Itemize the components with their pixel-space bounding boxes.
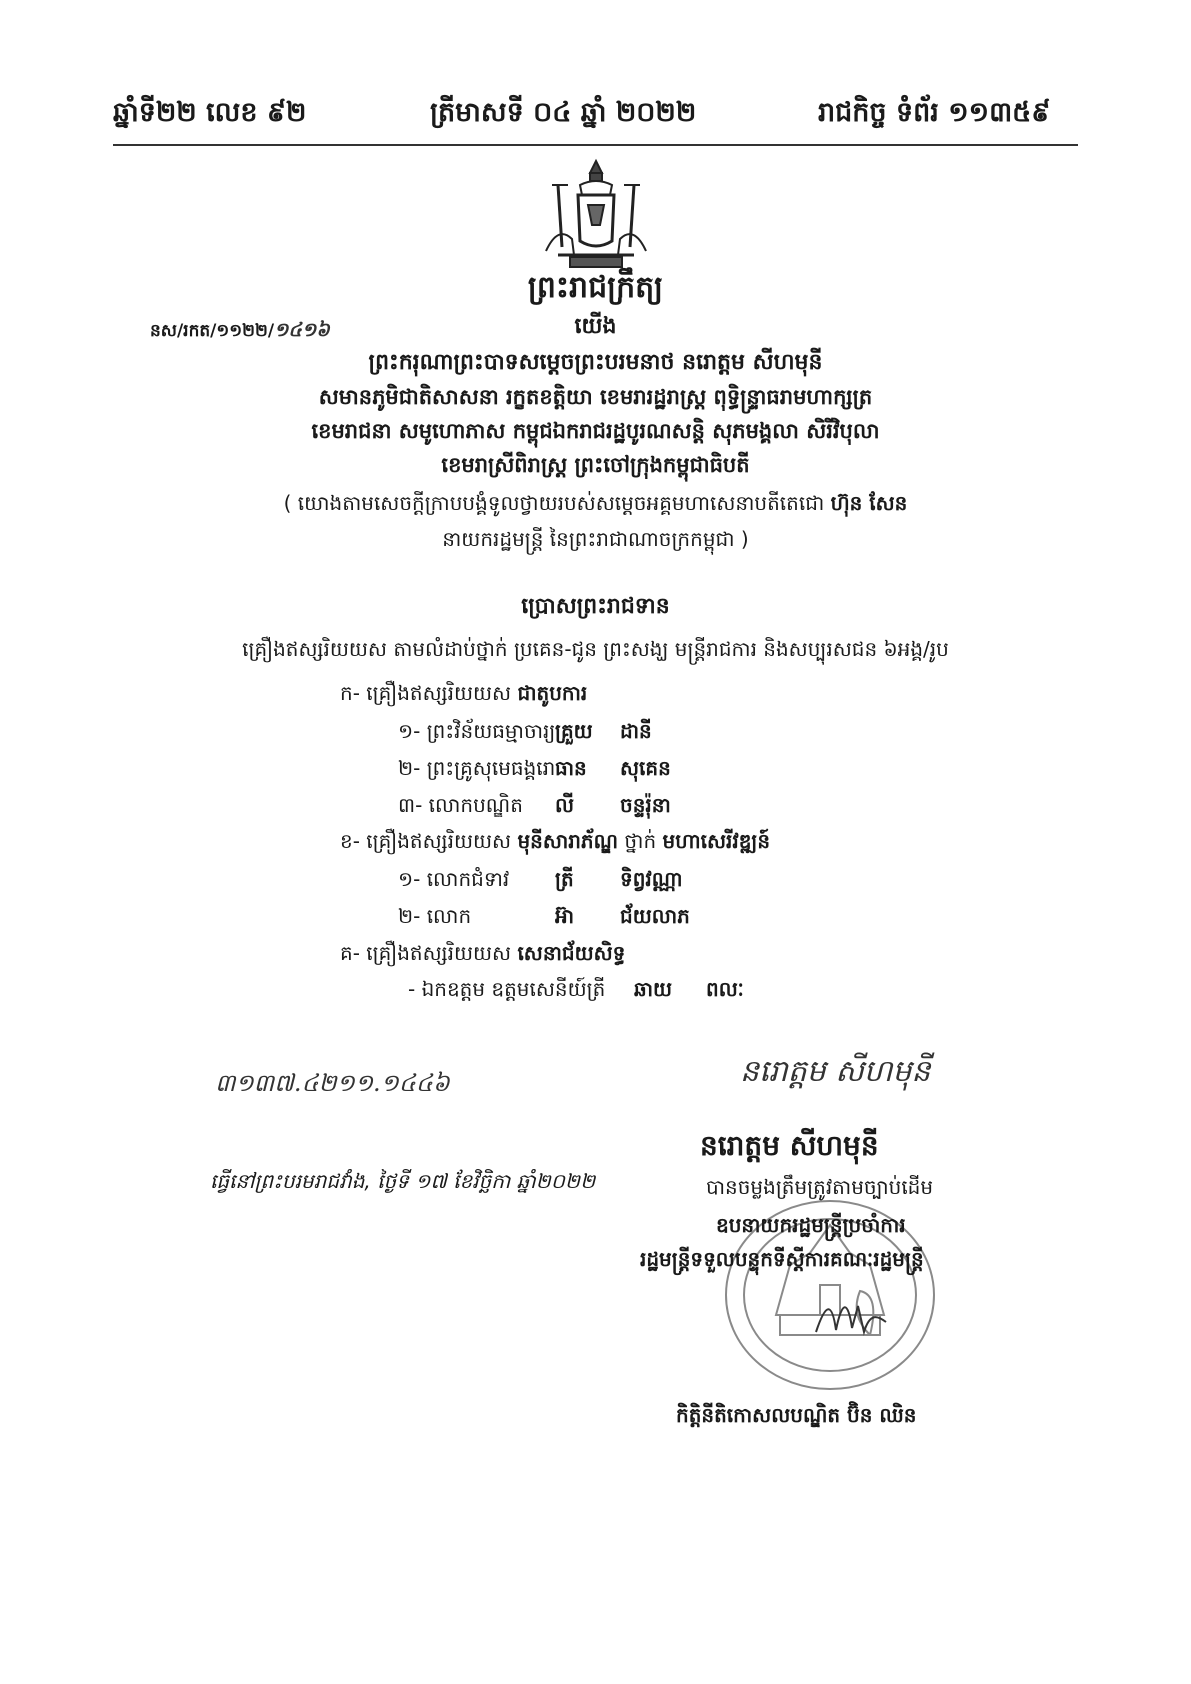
group-b-prefix: ខ- គ្រឿងឥស្សរិយយស <box>340 829 512 853</box>
group-c-prefix: គ- គ្រឿងឥស្សរិយយស <box>340 941 512 965</box>
royal-coat-of-arms-icon <box>528 155 664 271</box>
group-b-heading <box>340 828 770 858</box>
group-c-member-1-given: ពលៈ <box>706 977 744 1001</box>
group-c-member-1 <box>408 976 605 1006</box>
basis-text: ( យោងតាមសេចក្តីក្រាបបង្គំទូលថ្វាយរបស់សម្តេចអគ្គមហាសេនាបតីតេជោ <box>283 491 825 515</box>
minister-signature-icon <box>812 1292 892 1351</box>
group-a-member-1-given: ដានី <box>620 719 652 743</box>
group-b-member-1-given: ទិព្វវណ្ណា <box>620 867 683 891</box>
group-b-member-2 <box>398 903 471 933</box>
group-a-heading <box>340 680 587 710</box>
group-c-heading <box>340 940 625 970</box>
group-b-member-1-surname: ត្រី <box>555 867 574 891</box>
date-line: ធ្វើនៅព្រះបរមរាជវាំង, ថ្ងៃទី ១៧ ខែវិច្ឆិកា ឆ្នាំ២០២២ <box>210 1169 596 1193</box>
gazette-quarter: ត្រីមាសទី ០៤ ឆ្នាំ ២០២២ <box>430 97 697 128</box>
intro-line: គ្រឿងឥស្សរិយយស តាមលំដាប់ថ្នាក់ ប្រគេន-ជូន ព្រះសង្ឃ មន្ត្រីរាជការ និងសប្បុរសជន ៦អង្គ/រូប <box>242 637 949 661</box>
group-c-name: សេនាជ័យសិទ្ធ <box>517 941 626 965</box>
group-a-prefix: ក- គ្រឿងឥស្សរិយយស <box>340 681 512 705</box>
reference-handwritten: ១៤១៦ <box>274 319 330 341</box>
countersign-office: រដ្ឋមន្ត្រីទទួលបន្ទុកទីស្តីការគណៈរដ្ឋមន្ត្រី <box>640 1247 924 1271</box>
reference-prefix: នស/រកត/១១២២/ <box>150 321 275 341</box>
king-line-4: ខេមរាស្រីពិរាស្ត្រ ព្រះចៅក្រុងកម្ពុជាធិបតី <box>441 453 750 477</box>
king-name: នរោត្តម សីហមុនី <box>700 1129 879 1162</box>
member-title: ១- ព្រះវិន័យធម្មាចារ្យ <box>398 719 556 743</box>
group-a-member-1 <box>398 718 555 748</box>
king-line-3: ខេមរាជនា សមូហោភាស កម្ពុជឯករាជរដ្ឋបូរណសន្តិ សុភមង្គលា សិរីវិបុលា <box>311 419 880 443</box>
group-b-name: មុនីសារាភ័ណ្ឌ <box>517 829 619 853</box>
member-title: ១- លោកជំទាវ <box>398 867 510 891</box>
prime-minister-name: ហ៊ុន សែន <box>830 491 908 515</box>
king-line-2: សមានភូមិជាតិសាសនា រក្ខតខត្តិយា ខេមរារដ្ឋរាស្ត្រ ពុទ្ធិន្ទ្រាធរាមហាក្សត្រ <box>318 385 873 409</box>
member-title: ៣- លោកបណ្ឌិត <box>398 793 523 817</box>
group-a-member-2-surname: ធាន <box>555 756 587 780</box>
group-b-member-1 <box>398 866 509 896</box>
header-divider <box>113 144 1078 146</box>
group-b-class: ថ្នាក់ <box>624 829 657 853</box>
handwritten-registration: ៣១៣៧.៤២១១.១៤៤៦ <box>215 1069 450 1097</box>
group-a-name: ជាតូបការ <box>517 681 588 705</box>
member-title: ២- លោក <box>398 904 472 928</box>
gazette-year-issue: ឆ្នាំទី២២ លេខ ៩២ <box>113 97 307 128</box>
we-heading: យើង <box>574 314 617 339</box>
group-a-member-3-surname: លី <box>555 793 575 817</box>
countersign-title: ឧបនាយករដ្ឋមន្ត្រីប្រចាំការ <box>716 1213 906 1237</box>
group-c-member-1-surname: ឆាយ <box>634 977 673 1001</box>
document-title: ព្រះរាជក្រឹត្យ <box>527 270 664 305</box>
group-a-member-2-given: សុគេន <box>620 756 671 780</box>
group-b-class-name: មហាសេរីវឌ្ឍន៍ <box>662 829 771 853</box>
minister-name: កិត្តិនីតិកោសលបណ្ឌិត ប៊ិន ឈិន <box>676 1403 917 1427</box>
basis-line-1 <box>0 490 1191 520</box>
group-a-member-3-given: ចន្ទរ៉ុនា <box>620 793 671 817</box>
group-a-member-3 <box>398 792 523 822</box>
king-line-1: ព្រះករុណាព្រះបាទសម្តេចព្រះបរមនាថ នរោត្តម សីហមុនី <box>368 350 823 375</box>
basis-line-2: នាយករដ្ឋមន្ត្រី នៃព្រះរាជាណាចក្រកម្ពុជា ) <box>442 527 749 551</box>
group-a-member-1-surname: គ្រួយ <box>555 719 593 743</box>
group-b-member-2-given: ជ័យលាភ <box>620 904 690 928</box>
section-title: ប្រោសព្រះរាជទាន <box>521 594 670 619</box>
group-a-member-2 <box>398 755 555 785</box>
king-signature-handwritten: នរោត្តម សីហមុនី <box>740 1054 931 1089</box>
gazette-page: រាជកិច្ច ទំព័រ ១១៣៥៩ <box>818 97 1051 128</box>
member-title: ២- ព្រះគ្រូសុមេធង្គរោ <box>398 756 556 780</box>
group-b-member-2-surname: អ៊ា <box>555 904 575 928</box>
countersign-certified: បានចម្លងត្រឹមត្រូវតាមច្បាប់ដើម <box>706 1175 934 1199</box>
member-title: - ឯកឧត្តម ឧត្តមសេនីយ៍ត្រី <box>408 977 606 1001</box>
